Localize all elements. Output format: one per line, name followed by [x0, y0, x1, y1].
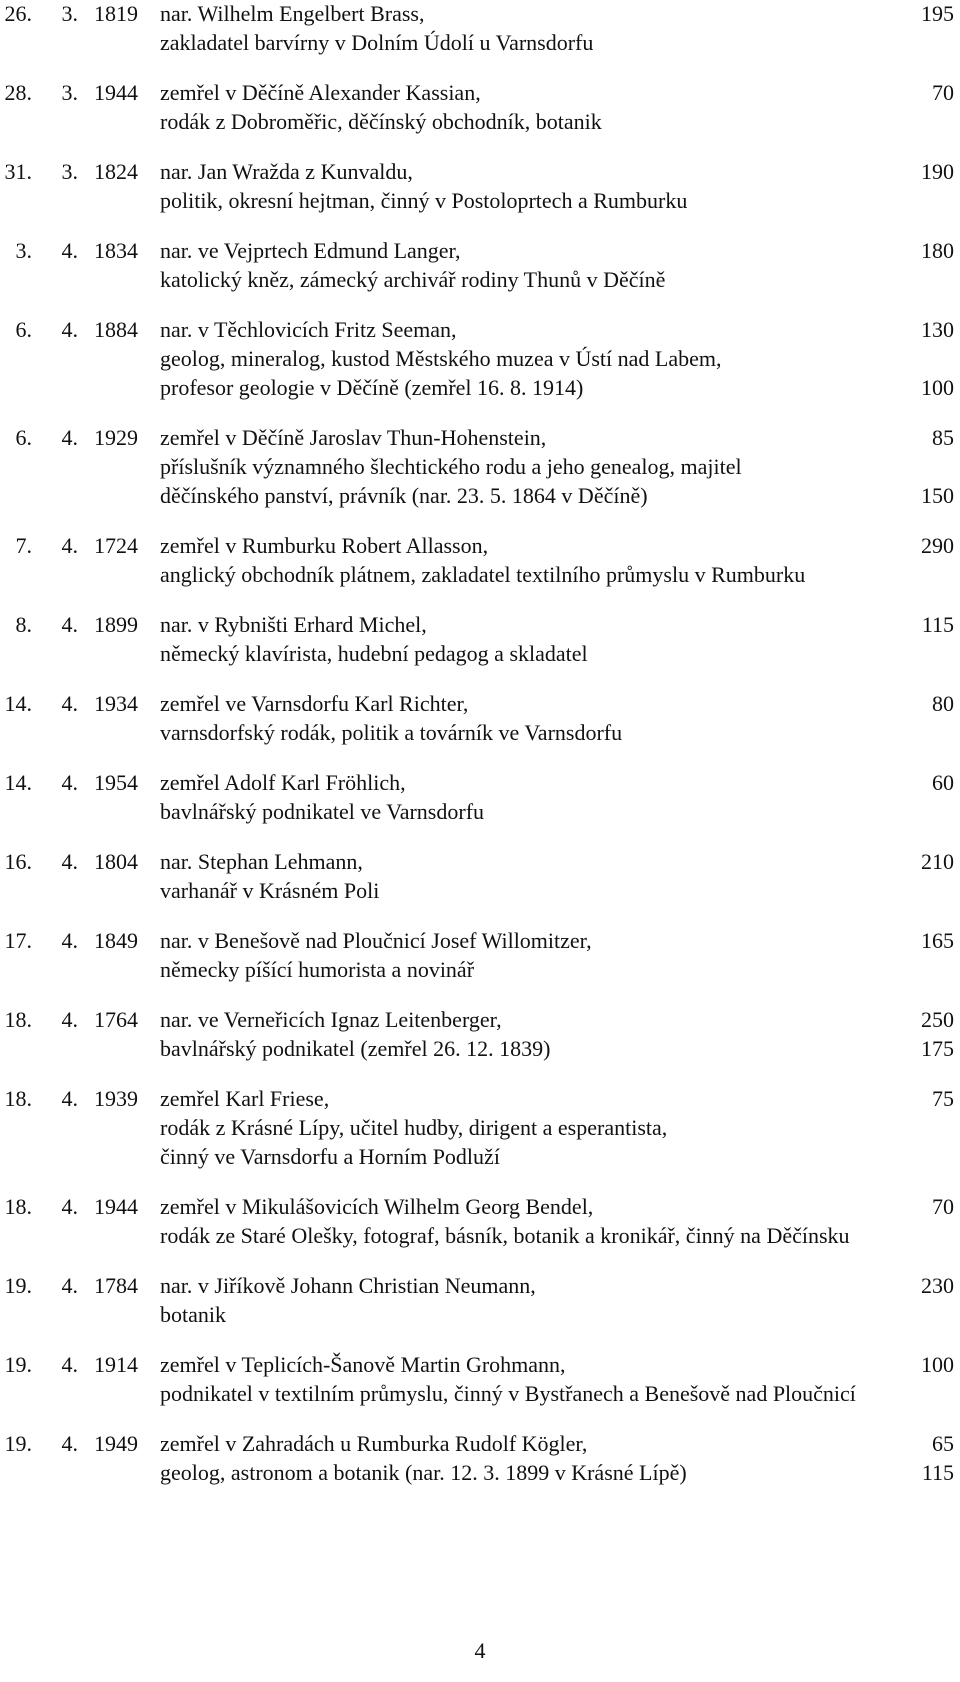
- entry-description-line: [0, 186, 960, 215]
- entry-year: 1834: [94, 238, 138, 263]
- entry-day: 19.: [4, 1352, 32, 1377]
- entry-description-line: [0, 481, 960, 510]
- entry-year: 1819: [94, 1, 138, 26]
- entry-month: 4.: [61, 849, 78, 874]
- entry-text: geolog, astronom a botanik (nar. 12. 3. 1899 v Krásné Lípě): [160, 1460, 687, 1485]
- entry-year: 1954: [94, 770, 138, 795]
- entry-text: bavlnářský podnikatel ve Varnsdorfu: [160, 799, 485, 824]
- list-item: [0, 1429, 960, 1487]
- entry-day: 28.: [4, 80, 32, 105]
- entry-month: 4.: [61, 770, 78, 795]
- entry-description-line: [0, 1221, 960, 1250]
- entry-text: podnikatel v textilním průmyslu, činný v Bystřanech a Benešově nad Ploučnicí: [160, 1381, 856, 1406]
- entry-day: 17.: [4, 928, 32, 953]
- entry-text: varhanář v Krásném Poli: [160, 878, 380, 903]
- entry-day: 14.: [4, 770, 32, 795]
- entry-year: 1949: [94, 1431, 138, 1456]
- entry-number: 180: [921, 238, 954, 263]
- entry-description-line: [0, 452, 960, 481]
- entry-text: bavlnářský podnikatel (zemřel 26. 12. 1839): [160, 1036, 551, 1061]
- list-item: [0, 236, 960, 294]
- entry-description-line: [0, 373, 960, 402]
- entry-month: 4.: [61, 317, 78, 342]
- entry-day: 8.: [15, 612, 32, 637]
- entry-text: politik, okresní hejtman, činný v Postoloprtech a Rumburku: [160, 188, 688, 213]
- entry-number: 70: [932, 80, 954, 105]
- entry-number: 290: [921, 533, 954, 558]
- entry-text: geolog, mineralog, kustod Městského muzea v Ústí nad Labem,: [160, 346, 722, 371]
- entry-year: 1939: [94, 1086, 138, 1111]
- entry-number: 130: [921, 317, 954, 342]
- entry-heading-line: [0, 157, 960, 186]
- entry-text: rodák z Dobroměřic, děčínský obchodník, botanik: [160, 109, 602, 134]
- list-item: [0, 847, 960, 905]
- entry-text: německý klavírista, hudební pedagog a skladatel: [160, 641, 588, 666]
- entry-number: 250: [921, 1007, 954, 1032]
- list-item: [0, 1192, 960, 1250]
- entry-number: 210: [921, 849, 954, 874]
- entry-description-line: [0, 1458, 960, 1487]
- entry-text: zemřel Adolf Karl Fröhlich,: [160, 770, 406, 795]
- entry-description-line: [0, 1034, 960, 1063]
- entry-heading-line: [0, 236, 960, 265]
- entry-description-line: [0, 560, 960, 589]
- entry-text: zemřel Karl Friese,: [160, 1086, 330, 1111]
- entry-heading-line: [0, 315, 960, 344]
- entry-day: 18.: [4, 1194, 32, 1219]
- entry-heading-line: [0, 1429, 960, 1458]
- entry-heading-line: [0, 1350, 960, 1379]
- entry-number: 115: [921, 612, 954, 637]
- entry-description-line: [0, 107, 960, 136]
- entry-description-line: [0, 718, 960, 747]
- entry-text: zemřel v Mikulášovicích Wilhelm Georg Bendel,: [160, 1194, 594, 1219]
- entry-number: 70: [932, 1194, 954, 1219]
- entry-year: 1944: [94, 1194, 138, 1219]
- entry-day: 18.: [4, 1086, 32, 1111]
- entry-number: 100: [921, 375, 954, 400]
- entry-number: 100: [921, 1352, 954, 1377]
- entry-text: zemřel v Zahradách u Rumburka Rudolf Kögler,: [160, 1431, 588, 1456]
- list-item: [0, 315, 960, 402]
- entry-text: nar. v Rybništi Erhard Michel,: [160, 612, 427, 637]
- list-item: [0, 1084, 960, 1171]
- entry-heading-line: [0, 1084, 960, 1113]
- entry-year: 1914: [94, 1352, 138, 1377]
- entry-month: 4.: [61, 691, 78, 716]
- list-item: [0, 78, 960, 136]
- entry-heading-line: [0, 78, 960, 107]
- entry-day: 19.: [4, 1431, 32, 1456]
- entry-number: 230: [921, 1273, 954, 1298]
- entry-day: 26.: [4, 1, 32, 26]
- entry-number: 165: [921, 928, 954, 953]
- entry-text: rodák z Krásné Lípy, učitel hudby, dirigent a esperantista,: [160, 1115, 668, 1140]
- entry-heading-line: [0, 423, 960, 452]
- entry-text: zemřel ve Varnsdorfu Karl Richter,: [160, 691, 469, 716]
- entry-number: 65: [932, 1431, 954, 1456]
- entry-heading-line: [0, 610, 960, 639]
- entry-day: 19.: [4, 1273, 32, 1298]
- entry-text: zemřel v Děčíně Jaroslav Thun-Hohenstein,: [160, 425, 547, 450]
- list-item: [0, 689, 960, 747]
- entry-year: 1884: [94, 317, 138, 342]
- entry-month: 4.: [61, 1352, 78, 1377]
- entry-month: 4.: [61, 1007, 78, 1032]
- list-item: [0, 610, 960, 668]
- entry-year: 1724: [94, 533, 138, 558]
- entry-month: 4.: [61, 1273, 78, 1298]
- entry-heading-line: [0, 0, 960, 28]
- entry-text: nar. ve Vejprtech Edmund Langer,: [160, 238, 461, 263]
- entry-text: zakladatel barvírny v Dolním Údolí u Varnsdorfu: [160, 30, 594, 55]
- list-item: [0, 1005, 960, 1063]
- entry-description-line: [0, 344, 960, 373]
- list-item: [0, 531, 960, 589]
- entry-heading-line: [0, 1192, 960, 1221]
- entry-day: 6.: [15, 425, 32, 450]
- entry-month: 4.: [61, 425, 78, 450]
- entry-year: 1784: [94, 1273, 138, 1298]
- entry-heading-line: [0, 689, 960, 718]
- entry-description-line: [0, 28, 960, 57]
- entry-number: 75: [932, 1086, 954, 1111]
- entry-text: nar. Stephan Lehmann,: [160, 849, 363, 874]
- entry-year: 1824: [94, 159, 138, 184]
- entry-text: nar. v Jiříkově Johann Christian Neumann,: [160, 1273, 536, 1298]
- entry-day: 14.: [4, 691, 32, 716]
- entry-year: 1899: [94, 612, 138, 637]
- entry-number: 80: [932, 691, 954, 716]
- entry-description-line: [0, 797, 960, 826]
- entry-year: 1764: [94, 1007, 138, 1032]
- entry-description-line: [0, 639, 960, 668]
- entry-number: 150: [921, 483, 954, 508]
- entry-month: 4.: [61, 928, 78, 953]
- entry-description-line: [0, 1300, 960, 1329]
- list-item: [0, 926, 960, 984]
- entry-heading-line: [0, 847, 960, 876]
- entry-text: zemřel v Teplicích-Šanově Martin Grohmann,: [160, 1352, 566, 1377]
- entry-number: 190: [921, 159, 954, 184]
- entry-text: varnsdorfský rodák, politik a továrník ve Varnsdorfu: [160, 720, 623, 745]
- entry-text: profesor geologie v Děčíně (zemřel 16. 8. 1914): [160, 375, 584, 400]
- entry-description-line: [0, 955, 960, 984]
- entry-day: 3.: [15, 238, 32, 263]
- entry-month: 4.: [61, 533, 78, 558]
- entry-text: botanik: [160, 1302, 226, 1327]
- entry-day: 18.: [4, 1007, 32, 1032]
- entry-heading-line: [0, 926, 960, 955]
- entry-text: katolický kněz, zámecký archivář rodiny Thunů v Děčíně: [160, 267, 666, 292]
- entry-year: 1929: [94, 425, 138, 450]
- entry-text: nar. Jan Wražda z Kunvaldu,: [160, 159, 413, 184]
- entry-number: 175: [921, 1036, 954, 1061]
- entry-month: 4.: [61, 1194, 78, 1219]
- entry-text: nar. Wilhelm Engelbert Brass,: [160, 1, 425, 26]
- entry-month: 4.: [61, 238, 78, 263]
- page-number: 4: [474, 1638, 486, 1663]
- entry-number: 115: [921, 1460, 954, 1485]
- entry-text: německy píšící humorista a novinář: [160, 957, 475, 982]
- list-item: [0, 423, 960, 510]
- entry-description-line: [0, 1113, 960, 1142]
- entry-month: 4.: [61, 612, 78, 637]
- list-item: [0, 768, 960, 826]
- entry-heading-line: [0, 768, 960, 797]
- entry-year: 1849: [94, 928, 138, 953]
- entry-heading-line: [0, 531, 960, 560]
- entry-number: 60: [932, 770, 954, 795]
- entry-year: 1944: [94, 80, 138, 105]
- entry-year: 1804: [94, 849, 138, 874]
- entry-description-line: [0, 876, 960, 905]
- entry-text: rodák ze Staré Olešky, fotograf, básník, botanik a kronikář, činný na Děčínsku: [160, 1223, 850, 1248]
- entry-description-line: [0, 265, 960, 294]
- entry-text: činný ve Varnsdorfu a Horním Podluží: [160, 1144, 500, 1169]
- entry-text: zemřel v Rumburku Robert Allasson,: [160, 533, 489, 558]
- list-item: [0, 1350, 960, 1408]
- entry-number: 195: [921, 1, 954, 26]
- entry-month: 3.: [61, 159, 78, 184]
- entry-day: 31.: [4, 159, 32, 184]
- entry-text: anglický obchodník plátnem, zakladatel textilního průmyslu v Rumburku: [160, 562, 806, 587]
- entry-month: 4.: [61, 1431, 78, 1456]
- entry-month: 3.: [61, 80, 78, 105]
- entry-day: 6.: [15, 317, 32, 342]
- entry-text: děčínského panství, právník (nar. 23. 5. 1864 v Děčíně): [160, 483, 648, 508]
- entry-text: nar. v Benešově nad Ploučnicí Josef Willomitzer,: [160, 928, 592, 953]
- entry-day: 7.: [15, 533, 32, 558]
- list-item: [0, 0, 960, 57]
- entry-text: příslušník významného šlechtického rodu a jeho genealog, majitel: [160, 454, 742, 479]
- entry-day: 16.: [4, 849, 32, 874]
- entry-month: 4.: [61, 1086, 78, 1111]
- entry-description-line: [0, 1142, 960, 1171]
- entry-month: 3.: [61, 1, 78, 26]
- entry-heading-line: [0, 1271, 960, 1300]
- list-item: [0, 157, 960, 215]
- entry-text: zemřel v Děčíně Alexander Kassian,: [160, 80, 481, 105]
- entry-description-line: [0, 1379, 960, 1408]
- entry-text: nar. ve Verneřicích Ignaz Leitenberger,: [160, 1007, 502, 1032]
- entry-text: nar. v Těchlovicích Fritz Seeman,: [160, 317, 457, 342]
- list-item: [0, 1271, 960, 1329]
- entry-heading-line: [0, 1005, 960, 1034]
- entry-number: 85: [932, 425, 954, 450]
- entry-year: 1934: [94, 691, 138, 716]
